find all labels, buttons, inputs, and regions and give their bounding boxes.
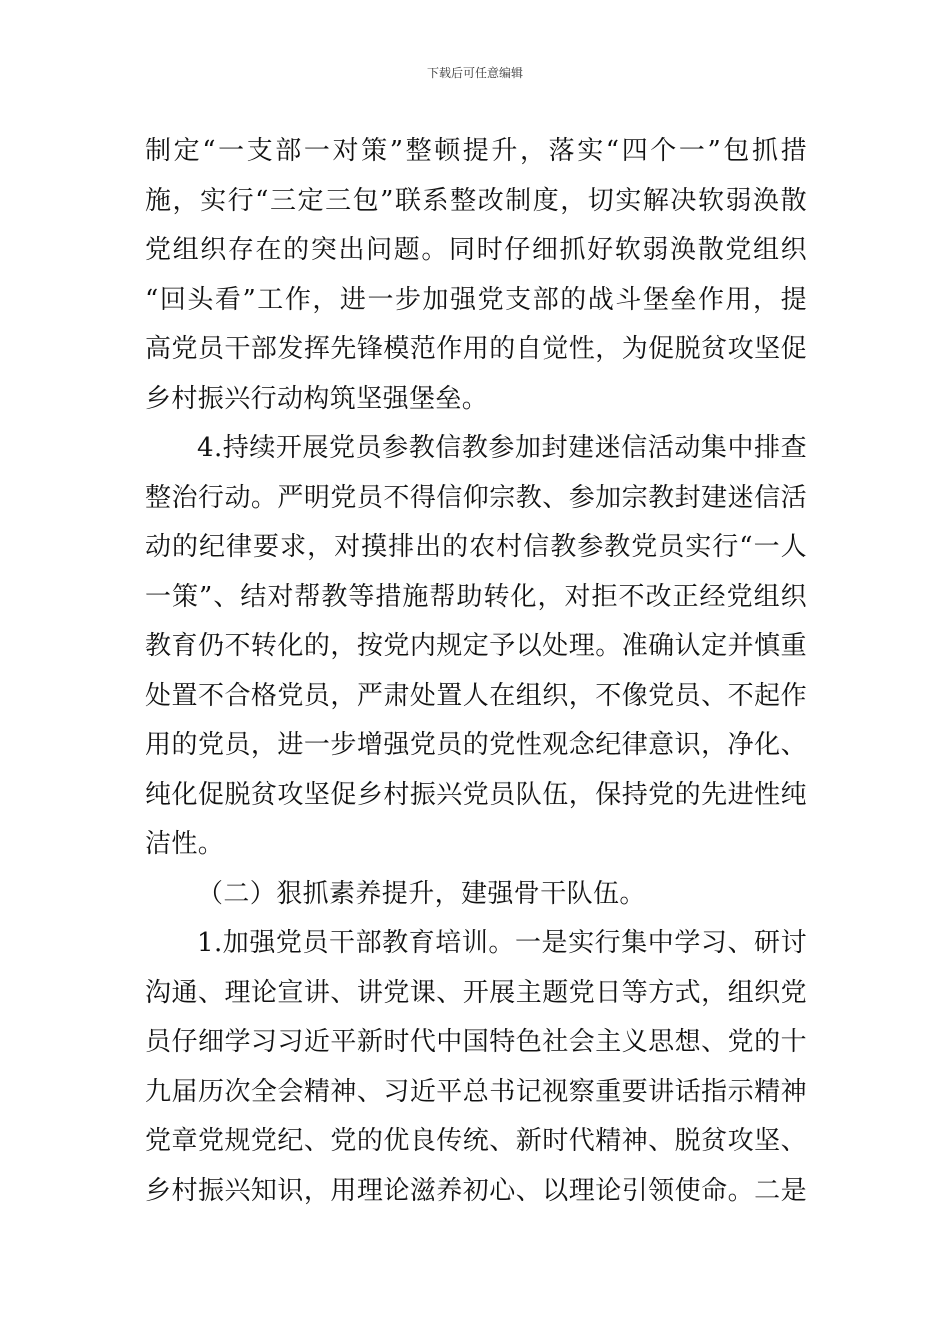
text-line: 制定“一支部一对策”整顿提升，落实“四个一”包抓措 <box>145 136 807 166</box>
text-line: 乡村振兴知识，用理论滋养初心、以理论引领使命。二是 <box>145 1175 807 1206</box>
text-line: 动的纪律要求，对摸排出的农村信教参教党员实行“一人 <box>145 532 807 562</box>
text-line: 洁性。 <box>145 829 225 859</box>
text-line: 教育仍不转化的，按党内规定予以处理。准确认定并慎重 <box>145 631 807 661</box>
document-body <box>145 127 807 1216</box>
text-line: 九届历次全会精神、习近平总书记视察重要讲话指示精神 <box>145 1076 807 1107</box>
text-line: 党章党规党纪、党的优良传统、新时代精神、脱贫攻坚、 <box>145 1126 807 1156</box>
text-line: “回头看”工作，进一步加强党支部的战斗堡垒作用，提 <box>145 284 807 315</box>
text-line: 用的党员，进一步增强党员的党性观念纪律意识，净化、 <box>145 730 807 760</box>
text-line: 乡村振兴行动构筑坚强堡垒。 <box>145 383 489 414</box>
text-line: 沟通、理论宣讲、讲党课、开展主题党日等方式，组织党 <box>145 977 807 1008</box>
text-line: 员仔细学习习近平新时代中国特色社会主义思想、党的十 <box>145 1027 807 1057</box>
text-line: 党组织存在的突出问题。同时仔细抓好软弱涣散党组织 <box>145 235 807 265</box>
text-line: 1.加强党员干部教育培训。一是实行集中学习、研讨 <box>197 928 807 958</box>
text-line: （二）狠抓素养提升，建强骨干队伍。 <box>197 878 646 909</box>
page-header: 下载后可任意编辑 <box>426 66 523 80</box>
text-line: 高党员干部发挥先锋模范作用的自觉性，为促脱贫攻坚促 <box>145 334 807 364</box>
text-line: 施，实行“三定三包”联系整改制度，切实解决软弱涣散 <box>145 185 807 216</box>
text-line: 一策”、结对帮教等措施帮助转化，对拒不改正经党组织 <box>145 581 807 612</box>
text-line: 4.持续开展党员参教信教参加封建迷信活动集中排查 <box>197 433 807 463</box>
text-line: 处置不合格党员，严肃处置人在组织，不像党员、不起作 <box>145 680 807 711</box>
text-line: 整治行动。严明党员不得信仰宗教、参加宗教封建迷信活 <box>145 482 807 513</box>
text-line: 纯化促脱贫攻坚促乡村振兴党员队伍，保持党的先进性纯 <box>145 779 807 810</box>
